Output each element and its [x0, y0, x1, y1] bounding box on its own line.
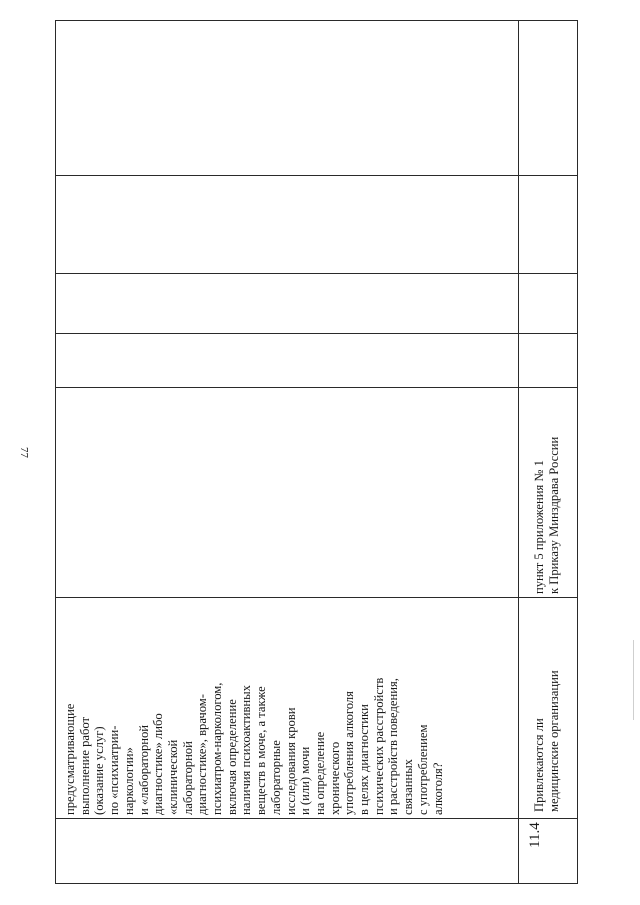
prev-row-question	[63, 678, 445, 815]
text-line: наркологии»	[121, 747, 136, 815]
page-number: 77	[18, 447, 30, 458]
text-line: медицинские организации	[546, 670, 561, 812]
column-divider	[55, 597, 577, 598]
text-line: хронического	[327, 741, 342, 815]
text-line: веществ в моче, а также	[254, 686, 269, 815]
text-line: Привлекаются ли	[532, 718, 546, 812]
text-line: исследования крови	[283, 707, 298, 815]
column-divider	[55, 818, 577, 819]
text-line: к Приказу Минздрава России	[546, 436, 561, 594]
text-line: и «лабораторной	[136, 724, 151, 815]
text-line: предусматривающие	[63, 703, 77, 815]
column-divider	[55, 175, 577, 176]
text-line: и расстройств поведения,	[386, 678, 401, 815]
text-line: диагностике», врачом-	[195, 694, 210, 815]
text-line: пункт 5 приложения № 1	[532, 460, 546, 594]
text-line: в целях диагностики	[357, 704, 372, 815]
text-line: с употреблением	[415, 724, 430, 815]
text-line: на определение	[312, 731, 327, 815]
row-11-4-question	[532, 670, 561, 812]
text-line: употребления алкоголя	[342, 691, 357, 815]
row-number: 11.4	[527, 822, 543, 848]
row-border-bottom	[577, 20, 578, 884]
table-border-left	[55, 883, 577, 884]
text-line: (оказание услуг)	[92, 726, 107, 815]
text-line: по «психиатрии-	[107, 725, 122, 815]
column-divider	[55, 333, 577, 334]
row-divider	[518, 20, 519, 884]
table-border-right	[55, 20, 577, 21]
text-line: психических расстройств	[371, 677, 386, 815]
text-line: лабораторные	[268, 740, 283, 815]
text-line: лабораторной	[180, 741, 195, 815]
text-line: психиатром-наркологом,	[210, 682, 225, 815]
text-line: включая определение	[224, 699, 239, 815]
text-line: и (или) мочи	[298, 746, 313, 815]
text-line: «клинической	[165, 739, 180, 815]
scan-edge	[633, 640, 634, 720]
text-line: диагностике» либо	[151, 713, 166, 815]
row-11-4-reference	[532, 437, 561, 594]
row-border-top	[55, 20, 56, 884]
column-divider	[55, 387, 577, 388]
text-line: наличия психоактивных	[239, 685, 254, 815]
text-line: алкоголя?	[430, 762, 445, 815]
text-line: выполнение работ	[77, 716, 92, 815]
text-line: связанных	[401, 759, 416, 815]
column-divider	[55, 273, 577, 274]
